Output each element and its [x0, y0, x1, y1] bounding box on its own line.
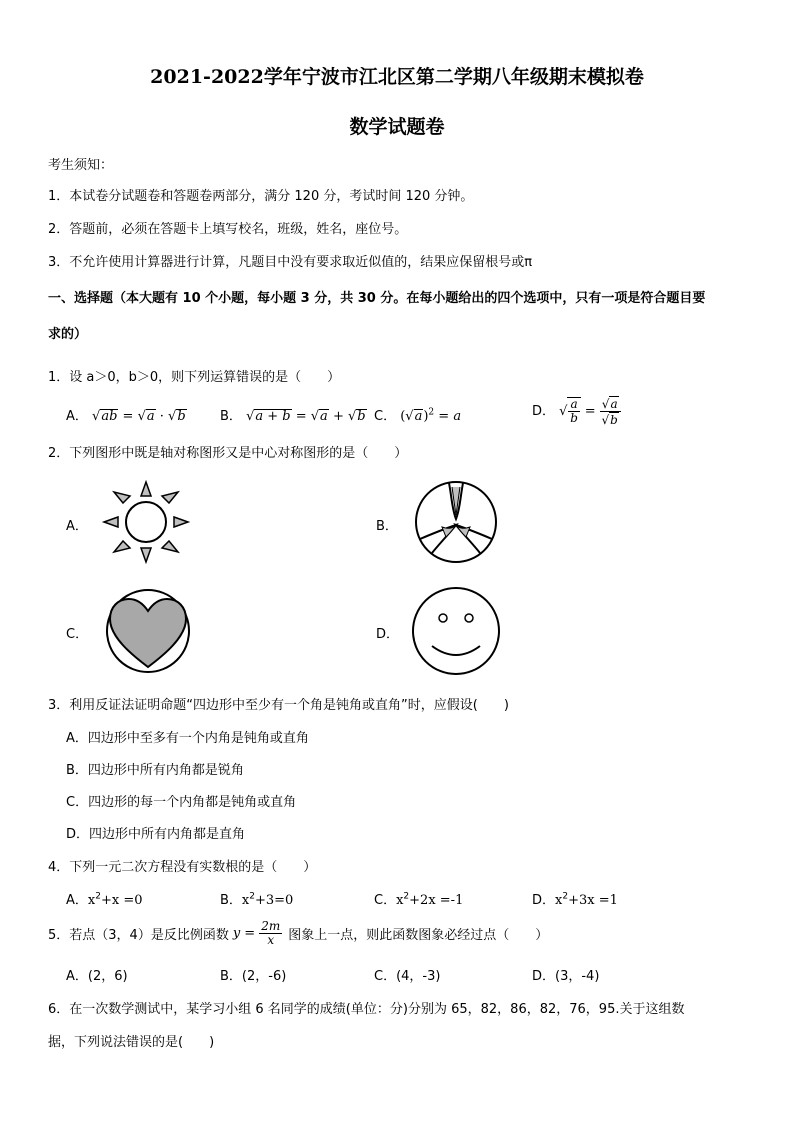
q5-func-fraction	[259, 920, 282, 947]
q4-option-a	[66, 889, 143, 908]
page-title: 2021-2022学年宁波市江北区第二学期八年级期末模拟卷	[150, 66, 644, 88]
q1-option-c	[374, 405, 461, 424]
q4-option-c	[374, 889, 463, 908]
q1-label-d: D．	[532, 404, 556, 419]
q1-formula-c: $(√a)^2 = a$	[400, 407, 462, 424]
q5-option-b: B．(2，-6)	[220, 969, 287, 984]
q5-option-d: D．(3，-4)	[532, 969, 600, 984]
q4-option-b	[220, 889, 293, 908]
q3-option-d: D．四边形中所有内角都是直角	[66, 827, 246, 842]
q1-formula-d: √ $\frac{a}{b}$ = $\frac{√a}{√b}$	[559, 404, 620, 419]
notice-item-3: 3．不允许使用计算器进行计算，凡题目中没有要求取近似值的，结果应保留根号或π	[48, 255, 533, 270]
q3-option-b: B．四边形中所有内角都是锐角	[66, 763, 244, 778]
q4-d-pre: x	[555, 893, 563, 908]
q6-line2: 据，下列说法错误的是( )	[48, 1035, 215, 1050]
q5-func-den: x	[267, 933, 275, 947]
q4-d-post: +3x =1	[568, 893, 618, 908]
q3-option-c: C．四边形的每一个内角都是钝角或直角	[66, 795, 297, 810]
q2-label-b: B．	[376, 519, 398, 534]
sun-figure	[100, 480, 192, 564]
q2-label-a: A．	[66, 519, 88, 534]
q1-label-b: B．	[220, 409, 242, 424]
q5-option-a: A．(2，6)	[66, 969, 128, 984]
q2-label-d: D．	[376, 627, 400, 642]
q4-label-b: B．	[220, 893, 242, 908]
q3-stem: 3．利用反证法证明命题“四边形中至少有一个角是钝角或直角”时，应假设( )	[48, 698, 509, 713]
q1-option-d	[532, 396, 621, 427]
q5-stem	[48, 920, 548, 947]
q5-stem-post: 图象上一点，则此函数图象必经过点（ ）	[288, 928, 549, 943]
q4-label-a: A．	[66, 893, 88, 908]
smiley-figure	[410, 586, 502, 676]
q4-stem: 4．下列一元二次方程没有实数根的是（ ）	[48, 860, 317, 875]
section-heading-line2: 求的）	[48, 327, 88, 342]
q4-d-sup: 2	[562, 891, 569, 902]
q1-option-b	[220, 405, 367, 424]
q5-func-y: y =	[232, 926, 256, 941]
q4-c-sup: 2	[403, 891, 410, 902]
q1-label-c: C．	[374, 409, 397, 424]
q4-a-post: +x =0	[100, 893, 143, 908]
q1-label-a: A．	[66, 409, 88, 424]
q1-formula-a: √ab = √a · √b	[92, 409, 186, 424]
q2-stem: 2．下列图形中既是轴对称图形又是中心对称图形的是（ ）	[48, 446, 408, 461]
notice-item-1: 1．本试卷分试题卷和答题卷两部分，满分 120 分，考试时间 120 分钟。	[48, 189, 474, 204]
q5-stem-pre: 5．若点（3，4）是反比例函数	[48, 928, 229, 943]
section-heading-line1: 一、选择题（本大题有 10 个小题，每小题 3 分，共 30 分。在每小题给出的四个选项中，只有一项是符合题目要	[48, 291, 706, 306]
q4-label-c: C．	[374, 893, 397, 908]
q4-option-d	[532, 889, 618, 908]
page-subtitle: 数学试题卷	[349, 116, 445, 138]
notice-heading: 考生须知：	[48, 158, 114, 173]
q1-option-a	[66, 405, 187, 424]
q4-c-pre: x	[396, 893, 404, 908]
q4-b-post: +3=0	[255, 893, 294, 908]
q6-line1: 6．在一次数学测试中，某学习小组 6 名同学的成绩(单位：分)分别为 65，82，86，82，76，95.关于这组数	[48, 1002, 685, 1017]
q5-func-num: 2m	[261, 919, 281, 933]
q1-stem: 1．设 a＞0，b＞0，则下列运算错误的是（ ）	[48, 370, 341, 385]
q3-option-a: A．四边形中至多有一个内角是钝角或直角	[66, 731, 309, 746]
q4-a-pre: x	[87, 893, 96, 908]
tri-blade-figure	[412, 479, 500, 565]
notice-item-2: 2．答题前，必须在答题卡上填写校名，班级，姓名，座位号。	[48, 222, 408, 237]
q4-a-sup: 2	[95, 891, 101, 902]
q4-b-sup: 2	[249, 891, 255, 902]
q1-formula-b: √a + b = √a + √b	[246, 409, 366, 424]
q4-b-pre: x	[241, 893, 250, 908]
q4-c-post: +2x =-1	[409, 893, 464, 908]
q2-label-c: C．	[66, 627, 89, 642]
q4-label-d: D．	[532, 893, 556, 908]
heart-figure	[102, 587, 194, 675]
q5-option-c: C．(4，-3)	[374, 969, 441, 984]
